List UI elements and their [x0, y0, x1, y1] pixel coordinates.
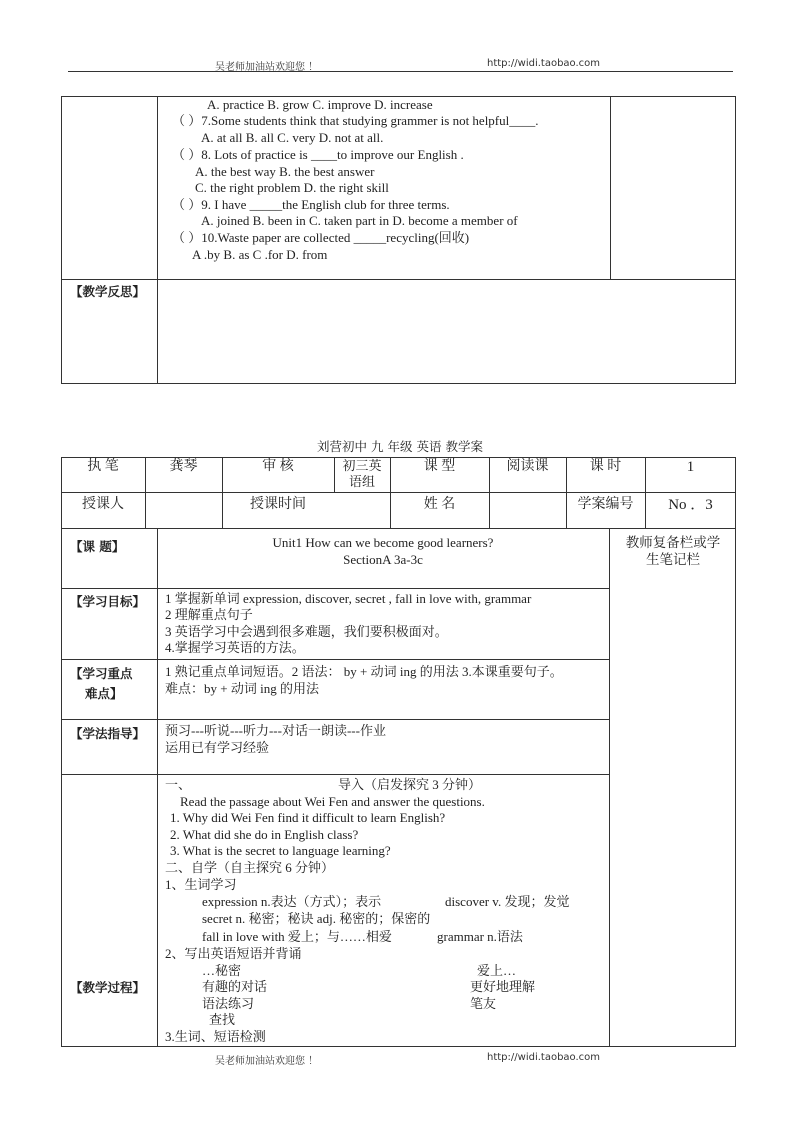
name-label: 姓 名	[423, 497, 456, 512]
goal-line: 1 掌握新单词 expression, discover, secret , fall in love with, grammar	[165, 591, 532, 606]
section-heading: 3.生词、短语检测	[165, 1029, 266, 1044]
divider	[609, 528, 610, 1047]
key-label-line1: 【学习重点	[70, 666, 133, 681]
review-value: 初三英语组	[342, 458, 382, 489]
phrase-item: 笔友	[470, 996, 497, 1011]
divider	[61, 279, 736, 280]
exercise-line: A. the best way B. the best answer	[195, 164, 375, 179]
divider	[334, 457, 335, 492]
goal-line: 4.掌握学习英语的方法。	[165, 640, 305, 655]
topic-line1: Unit1 How can we become good learners?	[272, 535, 494, 550]
phrase-item: 查找	[209, 1012, 236, 1027]
method-label: 【学法指导】	[70, 726, 146, 741]
process-line: 1. Why did Wei Fen find it difficult to learn English?	[170, 810, 446, 825]
exercise-line: （ ）8. Lots of practice is ____to improve our English .	[172, 147, 464, 162]
type-value: 阅读课	[506, 459, 549, 474]
teacher-label: 授课人	[82, 497, 124, 512]
review-label: 审 核	[262, 459, 294, 474]
vocab-item: expression n.表达（方式）；表示	[202, 894, 382, 909]
goal-line: 3 英语学习中会遇到很多难题，我们要积极面对。	[165, 624, 448, 639]
footer-url: http://widi.taobao.com	[487, 1052, 601, 1063]
doc-title: 刘营初中 九 年级 英语 教学案	[317, 439, 483, 454]
pen-value: 龚琴	[169, 459, 198, 474]
divider	[157, 96, 158, 384]
key-label-line2: 难点】	[85, 686, 123, 701]
divider	[157, 528, 158, 1047]
exercise-line: A. at all B. all C. very D. not at all.	[201, 130, 384, 145]
vocab-item: fall in love with 爱上；与……相爱	[202, 929, 392, 944]
intro-title: 导入（启发探究 3 分钟）	[338, 777, 482, 792]
section-heading: 2、写出英语短语并背诵	[165, 946, 302, 961]
plan-no-value: No ．3	[668, 497, 713, 513]
exercise-line: （ ）7.Some students think that studying grammer is not helpful____.	[172, 113, 539, 128]
goals-label: 【学习目标】	[70, 594, 146, 609]
vocab-item: secret n. 秘密；秘诀 adj. 秘密的；保密的	[202, 911, 431, 926]
phrase-item: 有趣的对话	[202, 979, 268, 994]
phrase-item: 语法练习	[202, 996, 255, 1011]
exercise-line: A. joined B. been in C. taken part in D. become a member of	[201, 213, 518, 228]
exercise-line: C. the right problem D. the right skill	[195, 180, 389, 195]
phrase-item: …秘密	[202, 963, 242, 978]
phrase-item: 更好地理解	[470, 979, 536, 994]
exercise-line: A .by B. as C .for D. from	[192, 247, 328, 262]
divider	[61, 492, 736, 493]
divider	[61, 528, 736, 529]
type-label: 课 型	[423, 459, 456, 474]
process-label: 【教学过程】	[70, 980, 146, 995]
footer-left: 吴老师加油站欢迎您 ！	[215, 1056, 319, 1067]
divider	[61, 774, 609, 775]
header-rule	[68, 71, 733, 72]
hours-label: 课 时	[589, 459, 622, 474]
divider	[610, 96, 611, 279]
divider	[61, 588, 609, 589]
divider	[61, 719, 609, 720]
plan-no-label: 学案编号	[577, 497, 634, 512]
method-line: 运用已有学习经验	[165, 740, 270, 755]
process-line: Read the passage about Wei Fen and answer the questions.	[180, 794, 485, 809]
process-line: 二、自学（自主探究 6 分钟）	[165, 860, 335, 875]
vocab-item: grammar n.语法	[437, 929, 523, 944]
topic-label: 【课 题】	[70, 539, 125, 554]
notes-column-header: 教师复备栏或学生笔记栏	[625, 535, 721, 567]
time-label: 授课时间	[250, 497, 306, 512]
process-line: 3. What is the secret to language learning?	[170, 843, 391, 858]
exercise-line: （ ）9. I have _____the English club for three terms.	[172, 197, 450, 212]
header-left: 吴老师加油站欢迎您 ！	[215, 62, 319, 73]
key-line: 难点：by + 动词 ing 的用法	[165, 681, 319, 696]
method-line: 预习---听说---听力---对话一朗读---作业	[165, 723, 386, 738]
goal-line: 2 理解重点句子	[165, 607, 253, 622]
process-line: 1、生词学习	[165, 877, 237, 892]
topic-line2: SectionA 3a-3c	[343, 552, 423, 567]
reflection-label: 【教学反思】	[70, 284, 146, 299]
divider	[61, 659, 609, 660]
phrase-item: 爱上…	[477, 963, 517, 978]
intro-number: 一、	[165, 777, 192, 792]
header-url: http://widi.taobao.com	[487, 58, 601, 69]
pen-label: 执 笔	[87, 459, 119, 474]
process-line: 2. What did she do in English class?	[170, 827, 359, 842]
exercise-line: （ ）10.Waste paper are collected _____recycling(回收)	[172, 230, 470, 245]
exercise-line: A. practice B. grow C. improve D. increase	[207, 97, 433, 112]
vocab-item: discover v. 发现；发觉	[445, 894, 570, 909]
key-line: 1 熟记重点单词短语。2 语法： by + 动词 ing 的用法 3.本课重要句子。	[165, 664, 563, 679]
hours-value: 1	[686, 459, 695, 475]
